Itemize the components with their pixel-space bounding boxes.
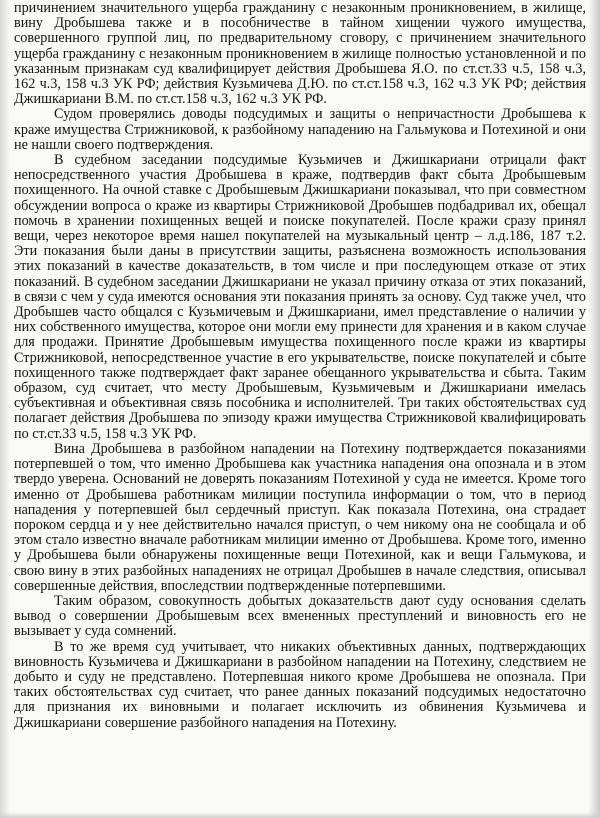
paragraph-2: Судом проверялись доводы подсудимых и защиты о непричастности Дробышева к краже имущества Стрижниковой, к разбойному нападению на Гальмукова и Потехиной и они не нашли своего подтверждения.: [14, 106, 586, 153]
paragraph-5: Таким образом, совокупность добытых доказательств дают суду основания сделать вывод о совершении Дробышевым всех вмененных преступлений и виновность его не вызывает у суда сомнений.: [14, 592, 586, 640]
document-body: [14, 1, 586, 731]
paragraph-4: Вина Дробышева в разбойном нападении на Потехину подтверждается показаниями потерпевшей о том, что именно Дробышева как участника нападения она опознала и в этом твердо уверена. Оснований не доверять показаниям Потехиной у суда не имеется. Кроме того именно от Дробышева работникам милиции поступила информации о том, что в период нападения у потерпевшей был сердечный приступ. Как показала Потехина, она страдает пороком сердца и у нее действительно начался приступ, о чем никому она не сообщала и об этом стало известно вначале работникам милиции именно от Дробышева. Кроме того, именно у Дробышева были обнаружены похищенные вещи Потехиной, как и вещи Гальмукова, и свою вину в этих разбойных нападениях не отрицал Дробышев в начале следствия, описывал совершенные действия, впоследствии подтвержденные потерпевшими.: [14, 440, 586, 594]
paragraph-3: В судебном заседании подсудимые Кузьмичев и Джишкариани отрицали факт непосредственного участия Дробышева в краже, подтвердив факт сбыта Дробышевым похищенного. На очной ставке с Дробышевым Джишкариани показывал, что при совместном обсуждении вопроса о краже из квартиры Стрижниковой Дробышев подбадривал их, обещал помочь в хранении похищенных вещей и поиске покупателей. После кражи сразу принял вещи, через некоторое время нашел покупателей на музыкальный центр – л.д.186, 187 т.2. Эти показания были даны в присутствии защиты, разъяснена возможность использования этих показаний в качестве доказательств, в том числе и при последующем отказе от этих показаний. В судебном заседании Джишкариани не указал причину отказа от этих показаний, в связи с чем у суда имеются основания эти показания принять за основу. Суд также учел, что Дробышев часто общался с Кузьмичевым и Джишкариани, имел представление о наличии у них собственного имущества, которое они могли ему принести для хранения и в каком случае для продажи. Принятие Дробышевым имущества похищенного после кражи из квартиры Стрижниковой, непосредственное участие в его укрывательстве, поиске покупателей и сбыте похищенного также подтверждает факт заранее обещанного укрывательства и сбыта. Таким образом, суд считает, что месту Дробышевым, Кузьмичевым и Джишкариани имелась субъективная и объективная связь пособника и исполнителей. Три таких обстоятельствах суд полагает действия Дробышева по эпизоду кражи имущества Стрижниковой квалифицировать по ст.ст.33 ч.5, 158 ч.3 УК РФ.: [14, 152, 586, 442]
paragraph-6: В то же время суд учитывает, что никаких объективных данных, подтверждающих виновность Кузьмичева и Джишкариани в разбойном нападении на Потехину, следствием не добыто и суду не представлено. Потерпевшая никого кроме Дробышева не опознала. При таких обстоятельствах суд считает, что ранее данных показаний подсудимых недостаточно для признания их виновными и полагает исключить из обвинения Кузьмичева и Джишкариани совершение разбойного нападения на Потехину.: [14, 638, 586, 731]
paragraph-1: причинением значительного ущерба гражданину с незаконным проникновением, в жилище, вину Дробышева также и в пособничестве в тайном хищении чужого имущества, совершенного группой лиц, по предварительному сговору, с причинением значительного ущерба гражданину с незаконным проникновением в жилище полностью установленной и по указанным признакам суд квалифицирует действия Дробышева Я.О. по ст.ст.33 ч.5, 158 ч.3, 162 ч.3, 158 ч.3 УК РФ; действия Кузьмичева Д.Ю. по ст.ст.158 ч.3, 162 ч.3 УК РФ; действия Джишкариани В.М. по ст.ст.158 ч.3, 162 ч.3 УК РФ.: [14, 0, 586, 108]
scan-left-shadow: [0, 0, 10, 818]
scan-bottom-fold: [0, 812, 600, 818]
scan-right-edge: [588, 0, 600, 818]
